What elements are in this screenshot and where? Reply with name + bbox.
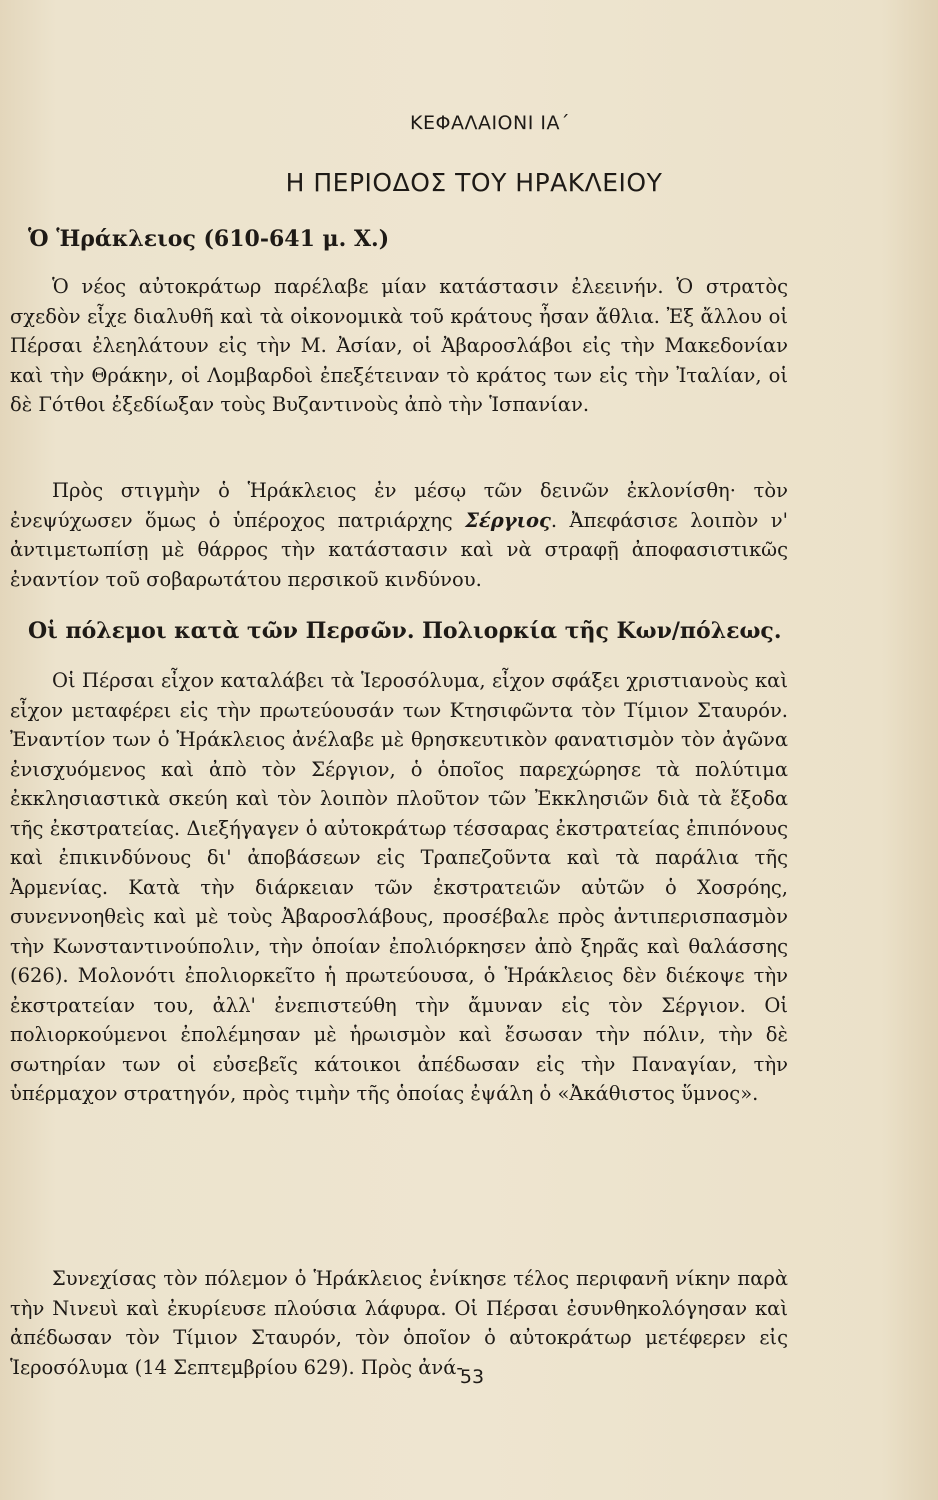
paragraph-sergius — [10, 476, 788, 594]
section-heading-heraclius: Ὁ Ἡράκλειος (610-641 μ. Χ.) — [28, 226, 390, 252]
paragraph-sergius-text-end: . Ἀπεφάσισε λοιπὸν ν' ἀντιμετωπίσῃ μὲ θάρρος τὴν κατάστασιν καὶ νὰ στραφῇ ἀποφασιστικῶς ἐναντίον τοῦ σοβαρωτάτου περσικοῦ κινδύνου. — [10, 508, 788, 591]
page-title: Η ΠΕΡΙΟΔΟΣ ΤΟΥ ΗΡΑΚΛΕΙΟΥ — [285, 168, 663, 197]
page-number: 53 — [459, 1366, 485, 1388]
paragraph-victory: Συνεχίσας τὸν πόλεμον ὁ Ἡράκλειος ἐνίκησε τέλος περιφανῆ νίκην παρὰ τὴν Νινευὶ καὶ ἐκυρίευσε πλούσια λάφυρα. Οἱ Πέρσαι ἐσυνθηκολόγησαν καὶ ἀπέδωσαν τὸν Τίμιον Σταυρόν, τὸν ὁποῖον ὁ αὐτοκράτωρ μετέφερεν εἰς Ἱεροσόλυμα (14 Σεπτεμβρίου 629). Πρὸς ἀνά- — [10, 1267, 788, 1379]
chapter-heading: ΚΕΦΑΛΑΙΟΝΙ ΙΑ΄ — [410, 112, 570, 134]
name-sergius: Σέργιος — [465, 508, 551, 532]
paragraph-siege: Οἱ Πέρσαι εἶχον καταλάβει τὰ Ἱεροσόλυμα, εἶχον σφάξει χριστιανοὺς καὶ εἶχον μεταφέρει εἰς τὴν πρωτεύουσάν των Κτησιφῶντα τὸν Τίμιον Σταυρόν. Ἐναντίον των ὁ Ἡράκλειος ἀνέλαβε μὲ θρησκευτικὸν φανατισμὸν τὸν ἀγῶνα ἐνισχυόμενος καὶ ἀπὸ τὸν Σέργιον, ὁ ὁποῖος παρεχώρησε τὰ πολύτιμα ἐκκλησιαστικὰ σκεύη καὶ τὸν λοιπὸν πλοῦτον τῶν Ἐκκλησιῶν διὰ τὰ ἔξοδα τῆς ἐκστρατείας. Διεξήγαγεν ὁ αὐτοκράτωρ τέσσαρας ἐκστρατείας ἐπιπόνους καὶ ἐπικινδύνους δι' ἀποβάσεων εἰς Τραπεζοῦντα καὶ τὰ παράλια τῆς Ἀρμενίας. Κατὰ τὴν διάρκειαν τῶν ἐκστρατειῶν αὐτῶν ὁ Χοσρόης, συνεννοηθεὶς καὶ μὲ τοὺς Ἀβαροσλάβους, προσέβαλε πρὸς ἀντιπερισπασμὸν τὴν Κωνσταντινούπολιν, τὴν ὁποίαν ἐπολιόρκησεν ἀπὸ ξηρᾶς καὶ θαλάσσης (626). Μολονότι ἐπολιορκεῖτο ἡ πρωτεύουσα, ὁ Ἡράκλειος δὲν διέκοψε τὴν ἐκστρατείαν του, ἀλλ' ἐνεπιστεύθη τὴν ἄμυναν εἰς τὸν Σέργιον. Οἱ πολιορκούμενοι ἐπολέμησαν μὲ ἡρωισμὸν καὶ ἔσωσαν τὴν πόλιν, τὴν δὲ σωτηρίαν των οἱ εὐσεβεῖς κάτοικοι ἀπέδωσαν εἰς τὴν Παναγίαν, τὴν ὑπέρμαχον στρατηγόν, πρὸς τιμὴν τῆς ὁποίας ἐψάλη ὁ «Ἀκάθιστος ὕμνος». — [10, 669, 788, 1105]
paragraph-sergius-text-start: Πρὸς στιγμὴν ὁ Ἡράκλειος ἐν μέσῳ τῶν δεινῶν ἐκλονίσθη· τὸν ἐνεψύχωσεν ὅμως ὁ ὑπέροχος πατριάρχης — [10, 479, 788, 532]
paragraph-accession: Ὁ νέος αὐτοκράτωρ παρέλαβε μίαν κατάστασιν ἐλεεινήν. Ὁ στρατὸς σχεδὸν εἶχε διαλυθῆ καὶ τὰ οἰκονομικὰ τοῦ κράτους ἦσαν ἄθλια. Ἐξ ἄλλου οἱ Πέρσαι ἐλεηλάτουν εἰς τὴν Μ. Ἀσίαν, οἱ Ἀβαροσλάβοι εἰς τὴν Μακεδονίαν καὶ τὴν Θράκην, οἱ Λομβαρδοὶ ἐπεξέτειναν τὸ κράτος των εἰς τὴν Ἰταλίαν, οἱ δὲ Γότθοι ἐξεδίωξαν τοὺς Βυζαντινοὺς ἀπὸ τὴν Ἱσπανίαν. — [10, 275, 788, 416]
section-heading-persian-wars: Οἱ πόλεμοι κατὰ τῶν Περσῶν. Πολιορκία τῆς Κων/πόλεως. — [28, 618, 782, 644]
